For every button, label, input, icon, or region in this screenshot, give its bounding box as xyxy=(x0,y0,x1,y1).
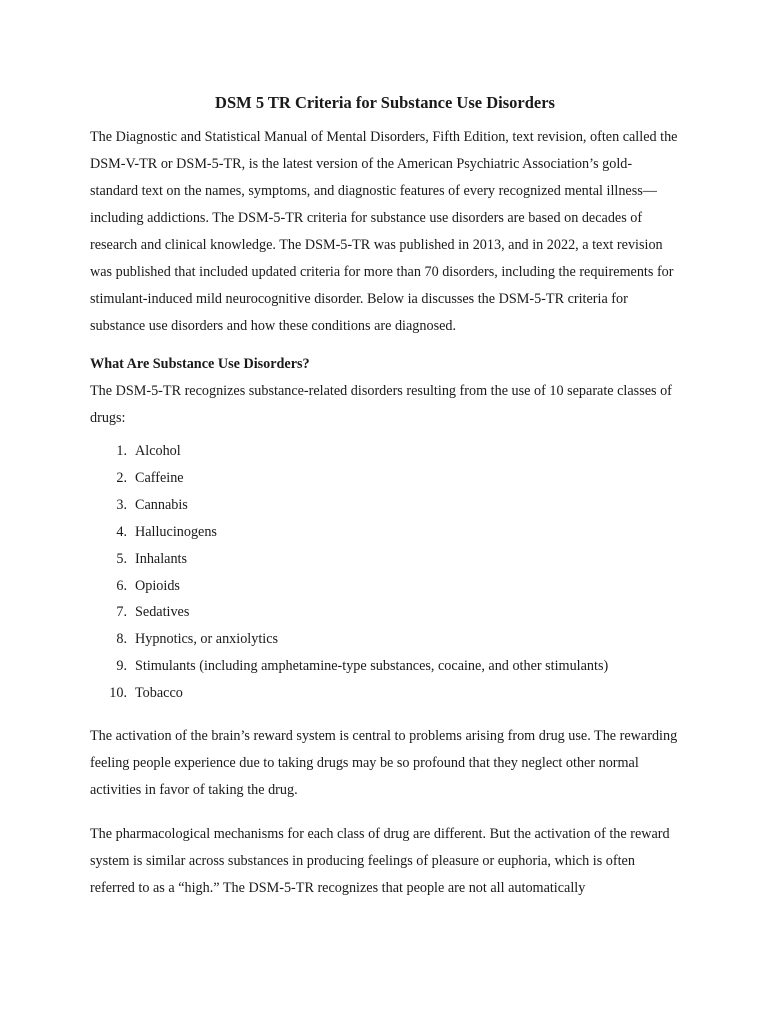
list-item-label: Hypnotics, or anxiolytics xyxy=(135,631,279,648)
list-item-label: Inhalants xyxy=(135,550,188,567)
list-item xyxy=(90,465,680,492)
list-item xyxy=(90,519,680,546)
list-item-number: 9. xyxy=(116,658,127,675)
document-page xyxy=(90,92,680,902)
list-item-label: Tobacco xyxy=(135,685,183,702)
list-item-number: 1. xyxy=(116,443,127,459)
list-item-label: Cannabis xyxy=(135,496,188,513)
list-item-number: 10. xyxy=(109,685,127,702)
document-title: DSM 5 TR Criteria for Substance Use Disorders xyxy=(215,93,555,112)
list-item xyxy=(90,492,680,519)
list-item-label: Alcohol xyxy=(135,443,181,459)
list-item-number: 5. xyxy=(116,550,127,567)
list-item-number: 8. xyxy=(116,631,127,648)
list-item xyxy=(90,546,680,573)
section-heading: What Are Substance Use Disorders? xyxy=(90,356,310,372)
reward-system-paragraph: The activation of the brain’s reward system is central to problems arising from drug use. The rewarding feeling people experience due to taking drugs may be so profound that they neglect other normal activities in favor of taking the drug. xyxy=(90,728,678,799)
list-item-label: Opioids xyxy=(135,577,180,594)
pharmacology-paragraph: The pharmacological mechanisms for each class of drug are different. But the activation of the reward system is similar across substances in producing feelings of pleasure or euphoria, which is often referred to as a “high.” The DSM-5-TR recognizes that people are not all automatically xyxy=(90,826,670,897)
list-item xyxy=(90,626,680,653)
list-item-label: Stimulants (including amphetamine-type substances, cocaine, and other stimulants) xyxy=(135,658,609,675)
intro-paragraph: The Diagnostic and Statistical Manual of Mental Disorders, Fifth Edition, text revision, often called the DSM-V-TR or DSM-5-TR, is the latest version of the American Psychiatric Association’s gold-standard text on the names, symptoms, and diagnostic features of every recognized mental illness—including addictions. The DSM-5-TR criteria for substance use disorders are based on decades of research and clinical knowledge. The DSM-5-TR was published in 2013, and in 2022, a text revision was published that included updated criteria for more than 70 disorders, including the requirements for stimulant-induced mild neurocognitive disorder. Below ia discusses the DSM-5-TR criteria for substance use disorders and how these conditions are diagnosed. xyxy=(90,129,678,334)
drug-class-list xyxy=(90,438,680,707)
list-item-label: Hallucinogens xyxy=(135,523,217,540)
list-item xyxy=(90,573,680,600)
list-item-number: 6. xyxy=(116,577,127,594)
list-item xyxy=(90,680,680,707)
list-item xyxy=(90,653,680,680)
list-item-number: 7. xyxy=(116,604,127,621)
list-item-label: Sedatives xyxy=(135,604,190,621)
list-item-label: Caffeine xyxy=(135,469,184,486)
section-intro-paragraph: The DSM-5-TR recognizes substance-related disorders resulting from the use of 10 separate classes of drugs: xyxy=(90,383,672,426)
list-item-number: 2. xyxy=(116,469,127,486)
list-item-number: 4. xyxy=(116,523,127,540)
list-item xyxy=(90,438,680,465)
list-item xyxy=(90,599,680,626)
list-item-number: 3. xyxy=(116,496,127,513)
